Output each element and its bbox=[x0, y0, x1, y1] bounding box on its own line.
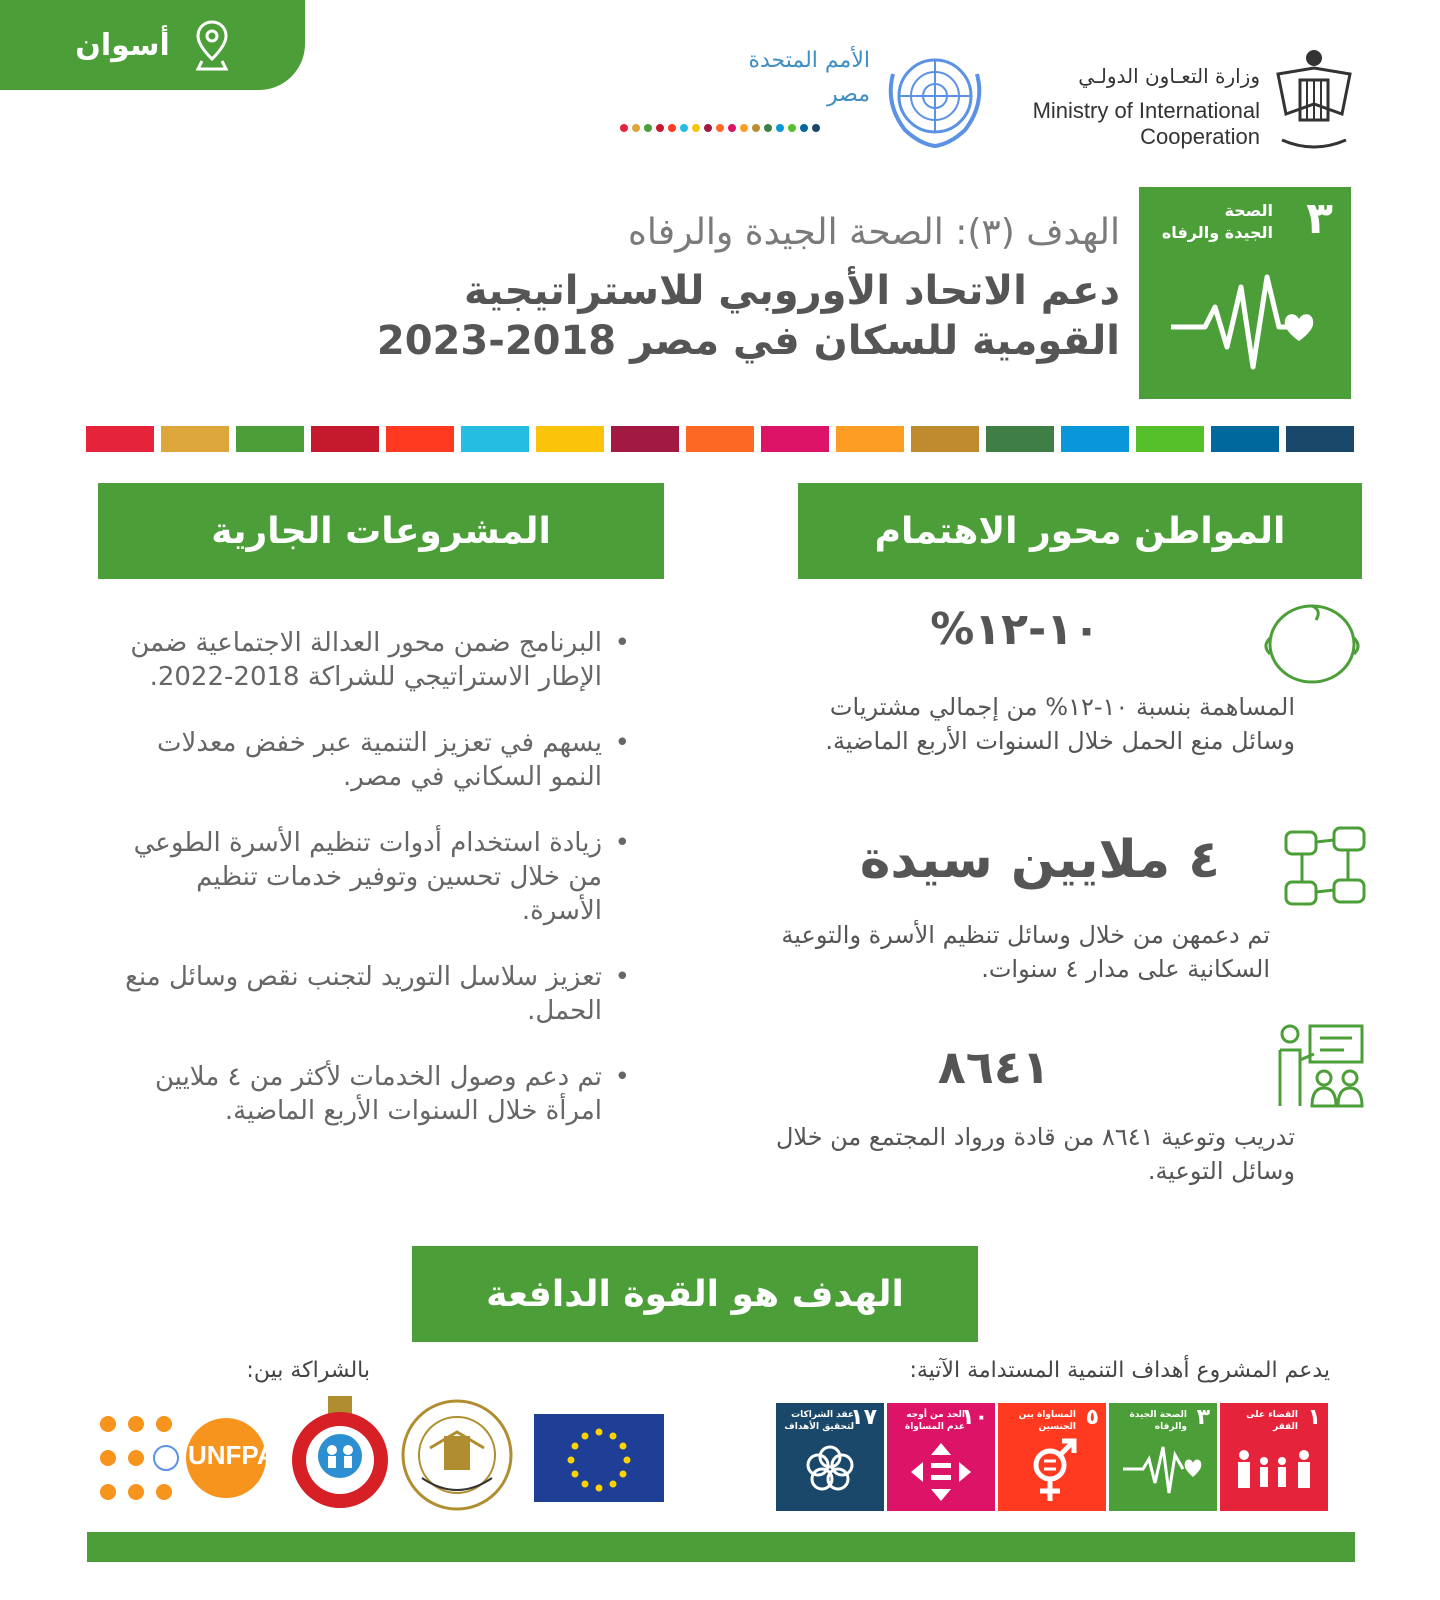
footer-bar bbox=[87, 1532, 1355, 1562]
stat-value: ٨٦٤١ bbox=[937, 1040, 1050, 1094]
color-bar-segment bbox=[536, 426, 604, 452]
color-bar-segment bbox=[761, 426, 829, 452]
color-bar-segment bbox=[1211, 426, 1279, 452]
sdg-tile-number: ١٧ bbox=[850, 1405, 877, 1430]
sdg-tile-3 bbox=[1109, 1403, 1217, 1511]
citizen-section-header: المواطن محور الاهتمام bbox=[798, 483, 1362, 579]
un-name-line2: مصر bbox=[826, 82, 870, 107]
partnership-rings-icon bbox=[776, 1403, 884, 1511]
un-color-dot bbox=[692, 124, 700, 132]
sdg-tile-10 bbox=[887, 1403, 995, 1511]
sdg-tile-number: ٣ bbox=[1196, 1405, 1210, 1430]
list-item: • تعزيز سلاسل التوريد لتجنب نقص وسائل منع الحمل. bbox=[120, 960, 630, 1028]
sdg3-number: ٣ bbox=[1306, 193, 1333, 244]
sdg-tile-title: الحد من أوجه عدم المساواة bbox=[904, 1410, 965, 1432]
un-emblem-icon bbox=[875, 44, 995, 152]
sdg-tile-number: ١ bbox=[1307, 1405, 1321, 1430]
heartbeat-icon bbox=[1167, 267, 1327, 377]
un-name-line1: الأمم المتحدة bbox=[748, 48, 870, 73]
sdg3-title-line1: الصحة bbox=[1224, 201, 1273, 220]
color-bar-segment bbox=[1061, 426, 1129, 452]
un-color-dot bbox=[680, 124, 688, 132]
partners-label: بالشراكة بين: bbox=[246, 1358, 370, 1383]
un-color-dot bbox=[620, 124, 628, 132]
stat-value: ١٠-١٢% bbox=[930, 604, 1100, 655]
sdg-tile-1 bbox=[1220, 1403, 1328, 1511]
un-color-dot bbox=[776, 124, 784, 132]
color-bar-segment bbox=[986, 426, 1054, 452]
sdg-tile-title: المساواة بين الجنسين bbox=[1018, 1410, 1076, 1432]
ministry-of-health-and-population-logo bbox=[286, 1394, 394, 1512]
family-icon bbox=[1220, 1403, 1328, 1511]
heartbeat-icon bbox=[1109, 1403, 1217, 1511]
un-color-dot bbox=[644, 124, 652, 132]
stat-description: تم دعمهن من خلال وسائل تنظيم الأسرة والتوعية السكانية على مدار ٤ سنوات. bbox=[781, 921, 1270, 983]
stat-description: تدريب وتوعية ٨٦٤١ من قادة ورواد المجتمع من خلال وسائل التوعية. bbox=[775, 1123, 1295, 1185]
unfpa-logo-text: UNFPA bbox=[188, 1440, 276, 1470]
un-color-dot bbox=[716, 124, 724, 132]
ministry-name-en-line2: Cooperation bbox=[1140, 124, 1260, 149]
color-bar-segment bbox=[86, 426, 154, 452]
trainer-presentation-icon bbox=[1274, 1020, 1368, 1112]
color-bar-segment bbox=[611, 426, 679, 452]
un-color-dot bbox=[668, 124, 676, 132]
list-item: • يسهم في تعزيز التنمية عبر خفض معدلات النمو السكاني في مصر. bbox=[120, 726, 630, 794]
color-bar-segment bbox=[161, 426, 229, 452]
sdg-tile-title: عقد الشراكات لتحقيق الأهداف bbox=[784, 1410, 854, 1432]
goal-title: الهدف (٣): الصحة الجيدة والرفاه bbox=[628, 212, 1120, 253]
eu-flag-logo bbox=[534, 1414, 664, 1502]
color-bar-segment bbox=[1286, 426, 1354, 452]
list-item: • البرنامج ضمن محور العدالة الاجتماعية ضمن الإطار الاستراتيجي للشراكة 2018-2022. bbox=[120, 626, 630, 694]
color-bar-segment bbox=[311, 426, 379, 452]
un-color-dot bbox=[764, 124, 772, 132]
un-color-dot bbox=[704, 124, 712, 132]
color-bar-segment bbox=[236, 426, 304, 452]
sdg-tile-number: ١٠ bbox=[961, 1405, 988, 1430]
sdgs-supported-label: يدعم المشروع أهداف التنمية المستدامة الآتية: bbox=[909, 1358, 1330, 1383]
color-bar-segment bbox=[836, 426, 904, 452]
sdg-tile-17 bbox=[776, 1403, 884, 1511]
un-color-dot bbox=[752, 124, 760, 132]
projects-section-header: المشروعات الجارية bbox=[98, 483, 664, 579]
main-title-line2: القومية للسكان في مصر 2018-2023 bbox=[376, 318, 1120, 364]
stat-value: ٤ ملايين سيدة bbox=[859, 830, 1220, 890]
equality-arrows-icon bbox=[887, 1403, 995, 1511]
location-badge bbox=[0, 0, 305, 90]
un-color-dot bbox=[800, 124, 808, 132]
eu-stars-icon bbox=[534, 1414, 664, 1502]
egypt-eagle-emblem-icon bbox=[1272, 44, 1356, 156]
goal-banner: الهدف هو القوة الدافعة bbox=[412, 1246, 978, 1342]
un-color-dots bbox=[620, 124, 820, 132]
ministry-name-en-line1: Ministry of International bbox=[1032, 98, 1260, 123]
sdg3-tile bbox=[1139, 187, 1351, 399]
color-bar-segment bbox=[686, 426, 754, 452]
color-bar-segment bbox=[1136, 426, 1204, 452]
color-bar-segment bbox=[386, 426, 454, 452]
projects-bullet-list bbox=[120, 626, 630, 1160]
un-color-dot bbox=[728, 124, 736, 132]
sdg-tile-title: الصحة الجيدة والرفاه bbox=[1129, 1410, 1187, 1432]
location-pin-icon bbox=[194, 19, 230, 71]
ministry-name-ar: وزارة التعـاون الدولـي bbox=[1078, 64, 1260, 88]
gender-equality-icon bbox=[998, 1403, 1106, 1511]
color-bar-segment bbox=[461, 426, 529, 452]
un-color-dot bbox=[788, 124, 796, 132]
sdg-color-bar bbox=[86, 426, 1354, 452]
location-label: أسوان bbox=[75, 27, 170, 63]
sdg-tile-number: ٥ bbox=[1085, 1405, 1099, 1430]
color-bar-segment bbox=[911, 426, 979, 452]
un-color-dot bbox=[632, 124, 640, 132]
sdg3-title-line2: الجيدة والرفاه bbox=[1161, 223, 1273, 242]
list-item: • زيادة استخدام أدوات تنظيم الأسرة الطوعي من خلال تحسين وتوفير خدمات تنظيم الأسرة. bbox=[120, 826, 630, 928]
un-color-dot bbox=[740, 124, 748, 132]
stat-description: المساهمة بنسبة ١٠-١٢% من إجمالي مشتريات وسائل منع الحمل خلال السنوات الأربع الماضية. bbox=[825, 693, 1295, 755]
sdg-tile-5 bbox=[998, 1403, 1106, 1511]
joined-hands-icon bbox=[1282, 824, 1368, 910]
ministry-of-youth-and-sports-logo bbox=[400, 1398, 514, 1512]
un-color-dot bbox=[656, 124, 664, 132]
baby-face-icon bbox=[1258, 598, 1366, 686]
un-color-dot bbox=[812, 124, 820, 132]
list-item: • تم دعم وصول الخدمات لأكثر من ٤ ملايين امرأة خلال السنوات الأربع الماضية. bbox=[120, 1060, 630, 1128]
main-title-line1: دعم الاتحاد الأوروبي للاستراتيجية bbox=[463, 268, 1120, 314]
sdg-tile-title: القضاء على الفقر bbox=[1246, 1410, 1298, 1432]
